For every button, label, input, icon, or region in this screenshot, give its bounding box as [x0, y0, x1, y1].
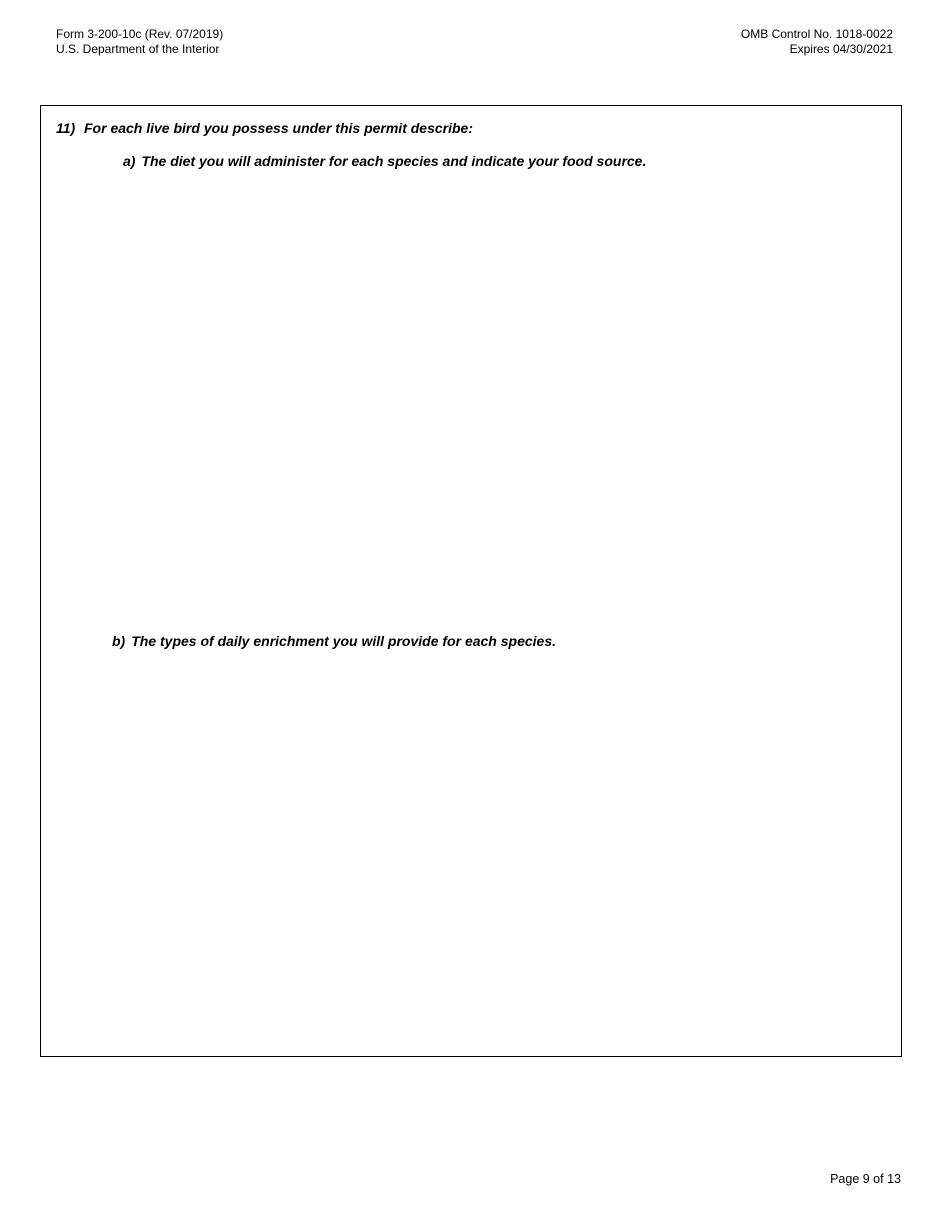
question-11-heading: [56, 120, 473, 136]
form-header-right: [741, 27, 893, 57]
form-header-left: [56, 27, 223, 57]
expiration-date: Expires 04/30/2021: [789, 42, 893, 56]
part-b-letter: b): [112, 633, 126, 649]
question-11b-heading: [112, 633, 556, 649]
page-number: Page 9 of 13: [830, 1172, 901, 1186]
part-a-text: The diet you will administer for each species and indicate your food source.: [141, 153, 647, 169]
part-a-letter: a): [123, 153, 136, 169]
diet-answer-field[interactable]: [56, 181, 886, 621]
question-11a-heading: [123, 153, 646, 169]
department-name: U.S. Department of the Interior: [56, 42, 220, 56]
form-number: Form 3-200-10c (Rev. 07/2019): [56, 27, 224, 41]
enrichment-answer-field[interactable]: [56, 662, 886, 1042]
question-number: 11): [56, 120, 76, 136]
question-11-box: [40, 105, 902, 1057]
question-text: For each live bird you possess under this permit describe:: [84, 120, 473, 136]
part-b-text: The types of daily enrichment you will provide for each species.: [131, 633, 557, 649]
omb-control-number: OMB Control No. 1018-0022: [740, 27, 893, 41]
